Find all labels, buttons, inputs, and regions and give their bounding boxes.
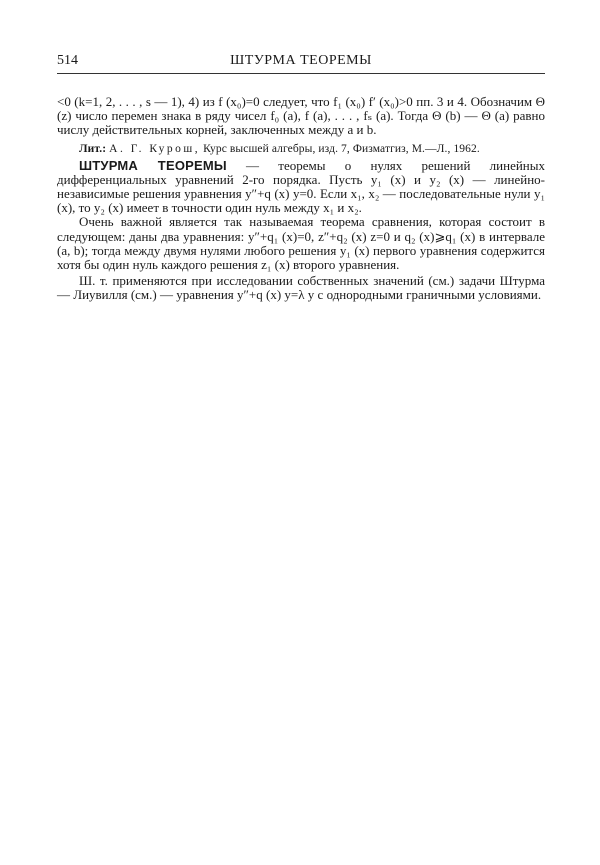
continuation-paragraph: <0 (k=1, 2, . . . , s — 1), 4) из f (x₀)=0 следует, что f₁ (x₀) f′ (x₀)>0 пп. 3 и 4. Обозначим Θ (z) число перемен знака в ряду чисел f₀ (a), f (a), . . . , fₛ (a). Тогда Θ (b) — Θ (a) равно числу действительных корней, заключенных между a и b. <box>57 94 545 138</box>
page-number: 514 <box>57 53 78 68</box>
entry-title: ШТУРМА ТЕОРЕМЫ <box>79 157 227 173</box>
entry-paragraph-1 <box>57 159 545 216</box>
page-body <box>57 95 545 303</box>
entry-definition: — теоремы о нулях решений линейных дифференциальных уравнений 2-го порядка. Пусть y₁ (x) и y₂ (x) — линейно-независимые решения уравнения y″+q (x) y=0. Если x₁, x₂ — последовательные нули y₁ (x), то y₂ (x) имеет в точности один нуль между x₁ и x₂. <box>57 157 545 216</box>
literature-reference <box>57 142 545 156</box>
running-title: ШТУРМА ТЕОРЕМЫ <box>230 53 372 68</box>
document-page <box>57 50 545 303</box>
header-rule <box>57 73 545 74</box>
entry-paragraph-2: Очень важной является так называемая теорема сравнения, которая состоит в следующем: даны два уравнения: y″+q₁ (x)=0, z″+q₂ (x) z=0 и q₂ (x)⩾q₁ (x) в интервале (a, b); тогда между двумя нулями любого решения y₁ (x) первого уравнения содержится хотя бы один нуль каждого решения z₁ (x) второго уравнения. <box>57 214 545 273</box>
entry-paragraph-3: Ш. т. применяются при исследовании собственных значений (см.) задачи Штурма — Лиувилля (см.) — уравнения y″+q (x) y=λ y с однородными граничными условиями. <box>57 273 545 303</box>
literature-label: Лит.: <box>79 142 107 155</box>
running-head <box>57 50 545 72</box>
literature-author: А. Г. Курош, <box>109 142 201 155</box>
literature-source: Курс высшей алгебры, изд. 7, Физматгиз, М.—Л., 1962. <box>200 142 480 155</box>
